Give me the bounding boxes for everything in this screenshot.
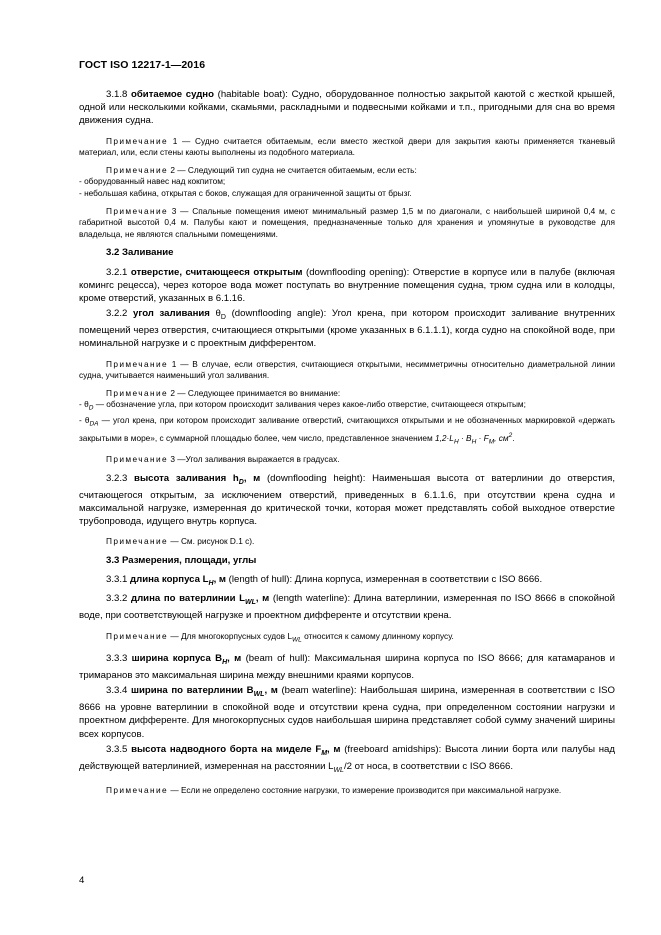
note-3-3-5	[79, 785, 615, 797]
note-label: Примечание	[106, 164, 169, 175]
note-text: 2 — Следующее принимается во внимание:	[168, 387, 341, 398]
term: отверстие, считающееся открытым	[130, 266, 303, 278]
note-list-item: - небольшая кабина, открытая с боков, служащая для ограниченной защиты от брызг.	[79, 187, 412, 198]
symbol-subscript: DA	[89, 420, 99, 428]
term: высота заливания h	[134, 472, 239, 484]
symbol-subscript: D	[220, 314, 226, 322]
symbol: θ	[215, 308, 221, 320]
note-list-item	[79, 415, 615, 448]
section-heading-3-2: 3.2 Заливание	[106, 247, 174, 259]
clause-number: 3.3.5	[106, 743, 128, 755]
note-text: относится к самому длинному корпусу.	[301, 630, 454, 641]
note-text: 1 — Судно считается обитаемым, если вместо жесткой двери для закрытия каюты применяется тканевый материал, или, если стены каюты выполнены из подобного материала.	[79, 135, 615, 158]
clause-number: 3.2.2	[106, 308, 128, 320]
note-text: .	[512, 432, 515, 443]
symbol-subscript: D	[238, 478, 244, 486]
clause-number: 3.2.1	[106, 266, 128, 278]
note-3-2-2-2	[79, 388, 615, 400]
definition: (downflooding height): Наименьшая высота от ватерлинии до отверстия, считающегося открытым, за исключением отверстий, приведенных в 6.1.1.6, при отсутствии крена судна и максимальной нагрузке, измеренная до критической точки, которая может представлять собой выходное отверстие трубопровода, идущего внутрь корпуса.	[79, 472, 616, 528]
document-header: ГОСТ ISO 12217-1—2016	[79, 59, 206, 71]
note-text: 1 — В случае, если отверстия, считающиеся открытыми, несимметричны относительно диаметральной линии судна, учитывается наименьший угол заливания.	[79, 358, 615, 381]
unit: , м	[255, 593, 270, 605]
clause-3-2-1	[79, 266, 615, 306]
definition: (downflooding opening): Отверстие в корпусе или в палубе (включая комингс рецесса), через которое вода может поступать во внутренние помещения судна, трюм судна или в колодцы, кроме отверстий, указанных в 6.1.16.	[79, 266, 615, 304]
clause-number: 3.3.2	[106, 593, 128, 605]
clause-number: 3.2.3	[106, 472, 128, 484]
clause-3-3-4	[79, 684, 615, 741]
clause-number: 3.3.1	[106, 574, 128, 586]
term: длина корпуса L	[130, 574, 209, 586]
symbol: - θ	[79, 399, 89, 410]
note-label: Примечание	[106, 536, 169, 547]
clause-3-3-3	[79, 652, 615, 682]
clause-number: 3.1.8	[106, 89, 128, 100]
term: длина по ватерлинии L	[130, 593, 245, 605]
formula: $1,2\cdot L_H \cdot B_H \cdot F_M$, $см^2$	[435, 431, 513, 446]
note-text: — См. рисунок D.1 c).	[168, 536, 255, 547]
term: ширина корпуса B	[131, 652, 223, 664]
symbol-subscript: WL	[292, 636, 302, 644]
page-content	[79, 88, 615, 803]
note-label: Примечание	[106, 358, 169, 369]
definition: (length of hull): Длина корпуса, измеренная в соответствии с ISO 8666.	[226, 574, 543, 586]
note-3-2-2-1	[79, 359, 615, 382]
unit: , м	[213, 574, 226, 586]
formula-part: 1,2·L	[435, 432, 454, 443]
symbol-subscript: H	[222, 658, 228, 666]
note-list-item	[79, 399, 615, 414]
clause-3-3-5	[79, 743, 615, 777]
definition: (beam waterline): Наибольшая ширина, измеренная в соответствии с ISO 8666 на уровне ватерлинии в спокойной воде и отсутствии крена судна, при определенном состоянии нагрузки и проектном дифференте. Для многокорпусных судов наибольшая ширина представляет собой сумму значений ширины всех корпусов.	[79, 685, 615, 740]
note-list-item: - оборудованный навес над кокпитом;	[79, 176, 226, 187]
note-label: Примечание	[106, 205, 169, 216]
symbol-subscript: M	[321, 749, 328, 757]
symbol-subscript: D	[88, 405, 94, 413]
unit: , м	[327, 743, 341, 755]
unit: , м	[227, 652, 242, 664]
note-text: — Если не определено состояние нагрузки, то измерение производится при максимальной нагрузке.	[168, 785, 562, 796]
symbol-subscript: WL	[253, 690, 265, 698]
section-heading-3-3: 3.3 Размерения, площади, углы	[106, 554, 257, 566]
term: угол заливания	[132, 308, 210, 320]
definition: (habitable boat): Судно, оборудованное полностью закрытой каютой с жесткой крышей, одной или несколькими койками, скамьями, раскладными и подвесными койками и т.п., пригодными для сна во время движения судна.	[79, 89, 615, 127]
definition: (length waterline): Длина ватерлинии, измеренная по ISO 8666 в спокойной воде, при соответствующей нагрузке и проектном дифференте и отсутствии крена.	[79, 593, 615, 622]
note-label: Примечание	[106, 785, 169, 796]
symbol: - θ	[79, 414, 90, 425]
page-number: 4	[79, 875, 85, 886]
unit: , м	[243, 472, 261, 484]
term: ширина по ватерлинии B	[130, 685, 254, 697]
note-3-1-8-3	[79, 206, 615, 241]
clause-3-3-2	[79, 592, 615, 622]
note-label: Примечание	[106, 387, 169, 398]
definition: (downflooding angle): Угол крена, при котором происходит заливание внутренних помещений через отверстия, считающиеся открытыми (кроме указанных в 6.1.1.1), когда судно на спокойной воде, при номинальной нагрузке и с проектным дифферентом.	[79, 308, 615, 350]
term: обитаемое судно	[131, 89, 214, 100]
note-text: — Для многокорпусных судов L	[168, 630, 293, 641]
note-label: Примечание	[106, 453, 169, 464]
note-text: 3 — Спальные помещения имеют минимальный размер 1,5 м по диагонали, с наибольшей шириной 0,4 м, с габаритной высотой 0,4 м. Палубы кают и помещения, предназначенные только для хранения и упомянутые в руководстве для владельца, не являются спальными помещениями.	[79, 205, 615, 239]
clause-number: 3.3.3	[106, 652, 128, 664]
symbol-subscript: WL	[244, 599, 256, 607]
clause-3-2-2	[79, 307, 615, 351]
definition: /2 от носа, в соответствии с ISO 8666.	[343, 760, 514, 772]
definition: (beam of hull): Максимальная ширина корпуса по ISO 8666; для катамаранов и тримаранов это максимальная ширина между внешними краями корпусов.	[79, 652, 616, 681]
clause-number: 3.3.4	[106, 685, 128, 697]
note-3-2-2-3	[79, 454, 615, 466]
clause-3-1-8	[79, 88, 615, 128]
note-3-2-3	[79, 536, 615, 548]
note-label: Примечание	[106, 630, 169, 641]
note-text: — угол крена, при котором происходит заливание отверстий, считающихся открытыми и не обозначенных маркировкой «держать закрытыми в море», с суммарной площадью более, чем число, представленное значением	[79, 414, 615, 443]
term: высота надводного борта на миделе F	[131, 743, 322, 755]
note-text: 3 —Угол заливания выражается в градусах.	[168, 453, 340, 464]
clause-3-3-1	[79, 573, 615, 590]
definition: (freeboard amidships): Высота линии борта или палубы над действующей ватерлинией, измеренная на расстоянии L	[79, 743, 615, 772]
clause-3-2-3	[79, 472, 615, 529]
note-3-1-8-2	[79, 165, 615, 177]
symbol-subscript: H	[208, 580, 214, 587]
note-3-1-8-1	[79, 136, 615, 159]
note-3-3-2	[79, 631, 615, 646]
note-text: — обозначение угла, при котором происходит заливания через какое-либо отверстие, считающееся открытым;	[93, 399, 526, 410]
note-label: Примечание	[106, 135, 169, 146]
unit: , м	[264, 685, 278, 697]
symbol-subscript: WL	[333, 766, 344, 774]
note-text: 2 — Следующий тип судна не считается обитаемым, если есть:	[168, 164, 417, 175]
